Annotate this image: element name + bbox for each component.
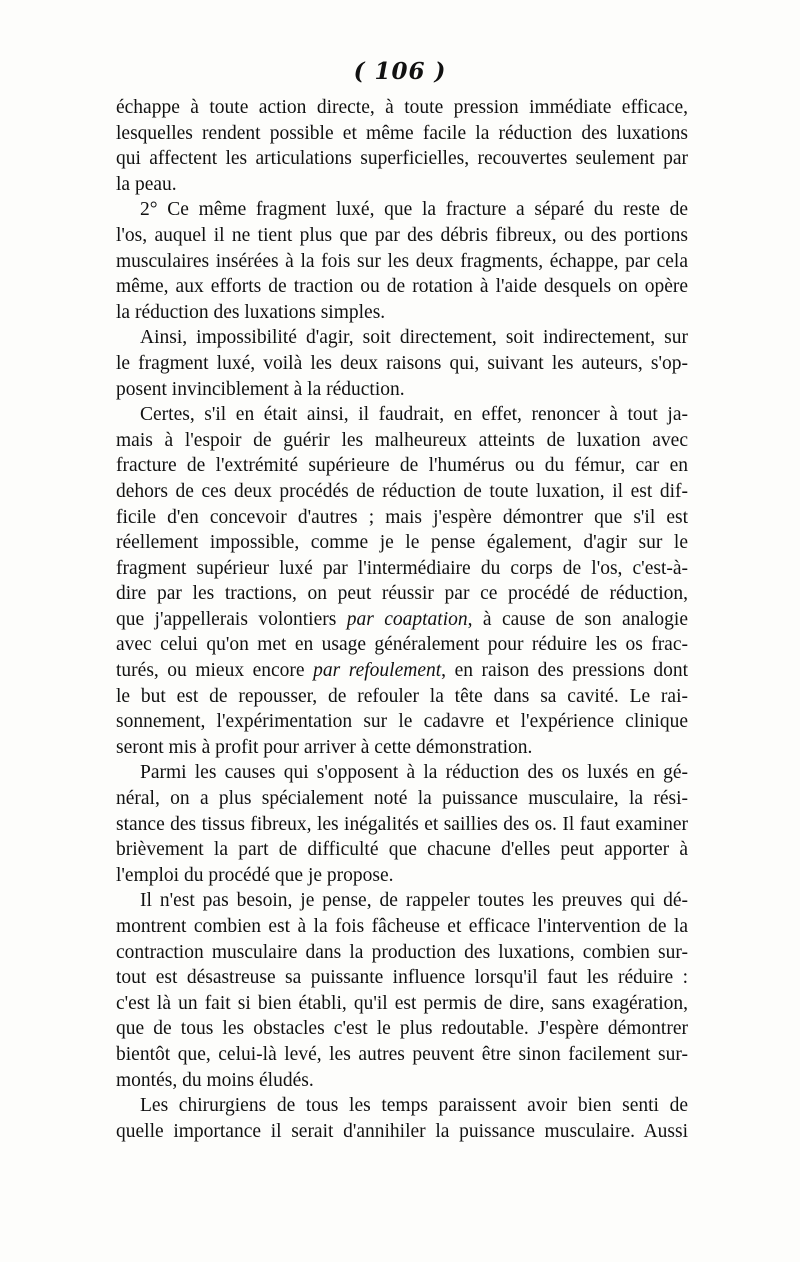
- text-line: Parmi les causes qui s'opposent à la réduction des os luxés en gé-: [140, 762, 688, 784]
- text-line: fragment supérieur luxé par l'intermédiaire du corps de l'os, c'est-à-: [116, 557, 688, 579]
- text-line: lesquelles rendent possible et même facile la réduction des luxations: [116, 122, 688, 144]
- text-line: le fragment luxé, voilà les deux raisons qui, suivant les auteurs, s'op-: [116, 352, 688, 374]
- text-line: que j'appellerais volontiers par coaptation, à cause de son analogie: [116, 608, 688, 630]
- text-line: posent invinciblement à la réduction.: [116, 378, 405, 400]
- text-line: mais à l'espoir de guérir les malheureux atteints de luxation avec: [116, 429, 688, 451]
- text-line: sonnement, l'expérimentation sur le cadavre et l'expérience clinique: [116, 711, 688, 733]
- text-line: la réduction des luxations simples.: [116, 301, 386, 323]
- text-line: brièvement la part de difficulté que chacune d'elles peut apporter à: [116, 839, 688, 861]
- text-line: montrent combien est à la fois fâcheuse et efficace l'intervention de la: [116, 916, 688, 937]
- text-line: néral, on a plus spécialement noté la puissance musculaire, la rési-: [116, 788, 688, 810]
- text-line: dire par les tractions, on peut réussir par ce procédé de réduction,: [116, 583, 688, 605]
- text-line: la peau.: [116, 173, 177, 195]
- text-line: même, aux efforts de traction ou de rotation à l'aide desquels on opère: [116, 276, 688, 298]
- text-line: musculaires insérées à la fois sur les deux fragments, échappe, par cela: [116, 250, 688, 272]
- text-line: stance des tissus fibreux, les inégalités et saillies des os. Il faut examiner: [116, 813, 688, 835]
- text-line: l'emploi du procédé que je propose.: [116, 864, 394, 886]
- text-line: tout est désastreuse sa puissante influence lorsqu'il faut les réduire :: [116, 967, 688, 989]
- text-line: fracture de l'extrémité supérieure de l'humérus ou du fémur, car en: [116, 455, 688, 477]
- text-line: échappe à toute action directe, à toute pression immédiate efficace,: [116, 97, 688, 118]
- page-number: ( 106 ): [353, 58, 447, 85]
- text-line: le but est de repousser, de refouler la tête dans sa cavité. Le rai-: [116, 685, 688, 707]
- text-line: contraction musculaire dans la production des luxations, combien sur-: [116, 941, 688, 963]
- text-line: avec celui qu'on met en usage généralement pour réduire les os frac-: [116, 634, 688, 656]
- text-line: bientôt que, celui-là levé, les autres peuvent être sinon facilement sur-: [116, 1043, 688, 1065]
- text-line: dehors de ces deux procédés de réduction de toute luxation, il est dif-: [116, 480, 688, 502]
- text-line: Certes, s'il en était ainsi, il faudrait, en effet, renoncer à tout ja-: [140, 404, 688, 426]
- text-line: Les chirurgiens de tous les temps paraissent avoir bien senti de: [140, 1095, 688, 1117]
- text-line: qui affectent les articulations superficielles, recouvertes seulement par: [116, 148, 688, 170]
- text-line: seront mis à profit pour arriver à cette démonstration.: [116, 736, 533, 758]
- text-line: c'est là un fait si bien établi, qu'il est permis de dire, sans exagération,: [116, 992, 688, 1014]
- text-line: Il n'est pas besoin, je pense, de rappeler toutes les preuves qui dé-: [140, 890, 688, 912]
- text-line: 2° Ce même fragment luxé, que la fracture a séparé du reste de: [140, 199, 688, 221]
- body-text: [116, 95, 688, 1144]
- text-line: ficile d'en concevoir d'autres ; mais j'espère démontrer que s'il est: [116, 506, 688, 528]
- text-line: turés, ou mieux encore par refoulement, en raison des pressions dont: [116, 660, 688, 682]
- text-line: réellement impossible, comme je le pense également, d'agir sur le: [116, 532, 688, 554]
- text-line: Ainsi, impossibilité d'agir, soit directement, soit indirectement, sur: [140, 327, 688, 349]
- text-line: l'os, auquel il ne tient plus que par des débris fibreux, ou des portions: [116, 224, 688, 246]
- text-line: quelle importance il serait d'annihiler la puissance musculaire. Aussi: [116, 1120, 688, 1142]
- text-line: montés, du moins éludés.: [116, 1069, 314, 1091]
- text-line: que de tous les obstacles c'est le plus redoutable. J'espère démontrer: [116, 1018, 688, 1040]
